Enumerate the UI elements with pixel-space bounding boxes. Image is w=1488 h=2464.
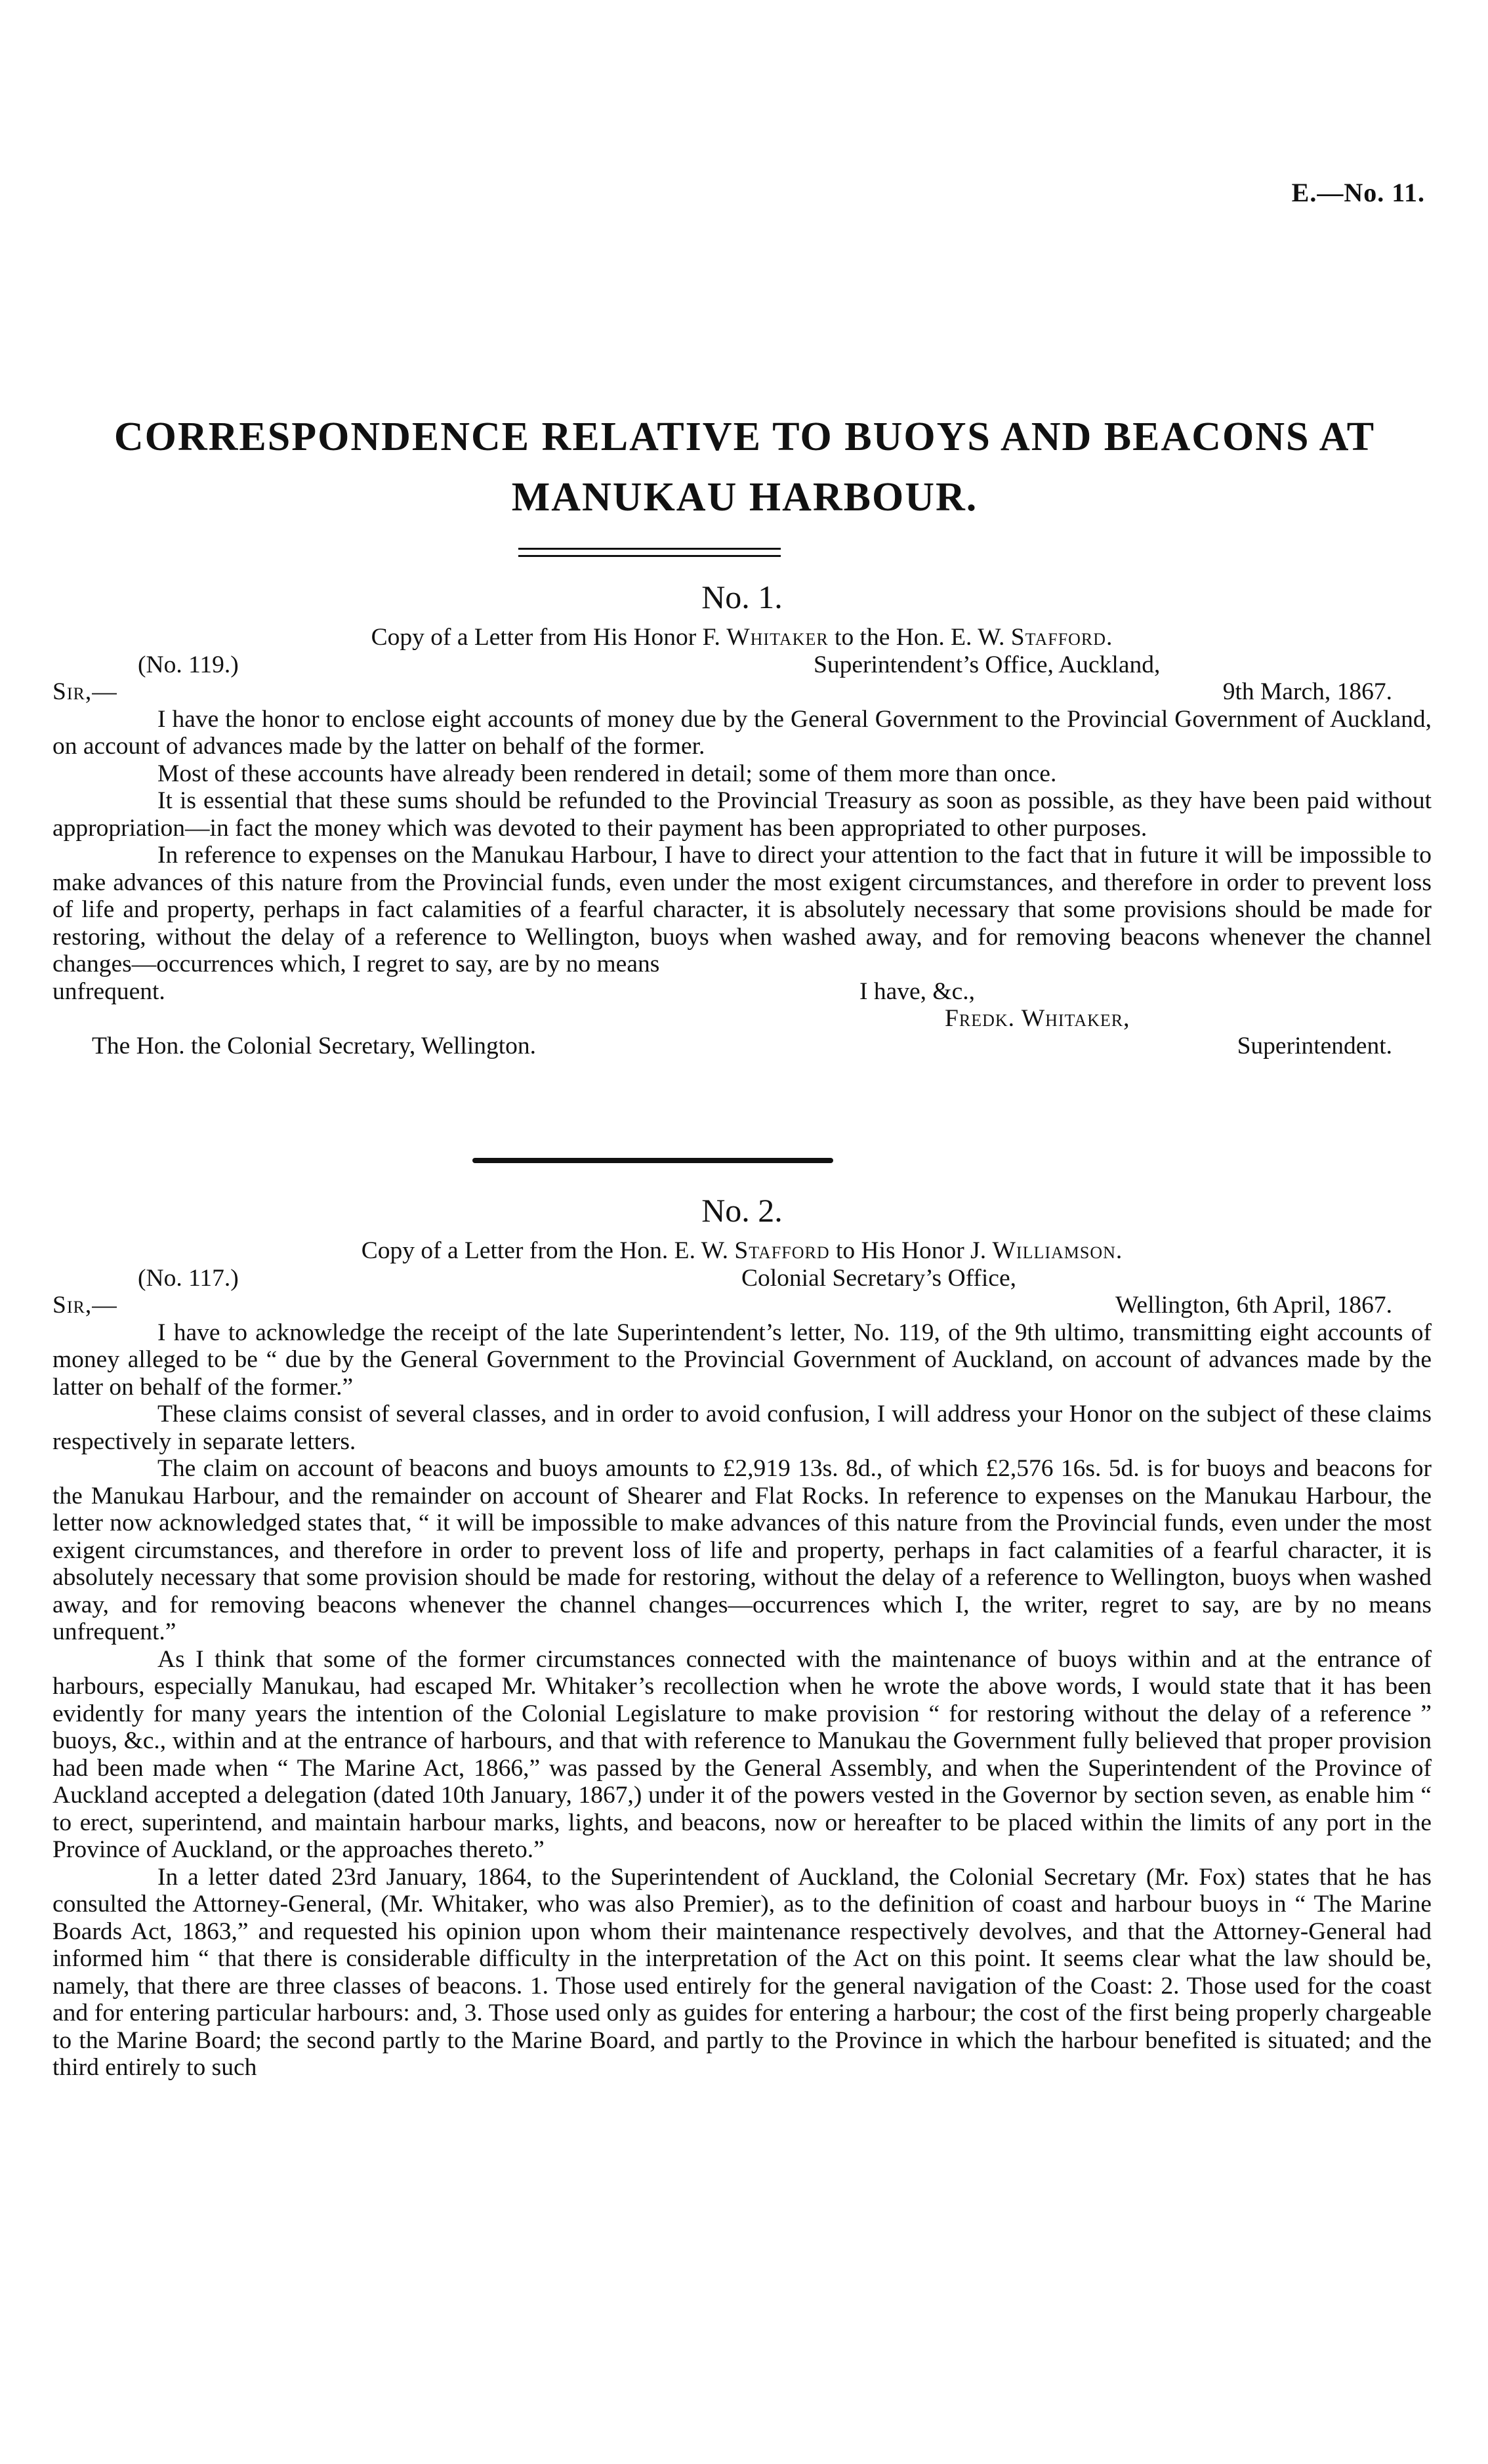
paragraph: I have to acknowledge the receipt of the late Superintendent’s letter, No. 119, of the 9th ultimo, transmitting eight accounts of money alleged to be “ due by the General Government to the Provincial Government of Auckland, on account of advances made by the latter on behalf of the former.” <box>52 1319 1432 1401</box>
heading-text: Copy of a Letter from His Honor F. <box>371 624 727 651</box>
document-reference: E.—No. 11. <box>1291 178 1425 207</box>
letter-number: No. 2. <box>701 1192 783 1229</box>
paragraph: It is essential that these sums should be refunded to the Provincial Treasury as soon as possible, as they have been paid without appropriation—in fact the money which was devoted to their payment has been appropriated to other purposes. <box>52 787 1432 842</box>
addressee-row <box>52 1033 1432 1060</box>
letter-ref-number: (No. 119.) <box>138 651 239 678</box>
letter-heading <box>52 1237 1432 1265</box>
sender-name: Stafford <box>734 1237 830 1264</box>
salutation-row <box>52 1292 1432 1319</box>
signatory-title: Superintendent. <box>1237 1032 1392 1059</box>
signature: Fredk. Whitaker, <box>945 1005 1130 1032</box>
heading-text: to the Hon. E. W. <box>828 624 1011 651</box>
paragraph: In reference to expenses on the Manukau Harbour, I have to direct your attention to the fact that in future it will be impossible to make advances of this nature from the Provincial funds, even under the most exigent circumstances, and therefore in order to prevent loss of life and property, perhaps in fact calamities of a fearful character, it is absolutely necessary that some provisions should be made for restoring, without the delay of a reference to Wellington, buoys when washed away, and for removing beacons whenever the channel changes—occurrences which, I regret to say, are by no means <box>52 842 1432 977</box>
sender-name: Whitaker <box>726 624 829 651</box>
office-line: Colonial Secretary’s Office, <box>741 1264 1016 1292</box>
salutation: Sir,— <box>52 1292 117 1319</box>
closing-row <box>52 978 1432 1006</box>
recipient-name: Williamson. <box>992 1237 1123 1264</box>
letter-heading <box>52 624 1432 651</box>
signature-row <box>52 1005 1432 1033</box>
section-divider <box>472 1158 833 1163</box>
heading-text: to His Honor J. <box>829 1237 993 1264</box>
recipient-name: Stafford. <box>1010 624 1113 651</box>
paragraph: In a letter dated 23rd January, 1864, to the Superintendent of Auckland, the Colonial Secretary (Mr. Fox) states that he has consulted the Attorney-General, (Mr. Whitaker, who was also Premier), as to the definition of coast and harbour buoys in “ The Marine Boards Act, 1863,” and requested his opinion upon whom their maintenance respectively devolves, and that the Attorney-General had informed him “ that there is considerable difficulty in the interpretation of the Act on this point. It seems clear what the law should be, namely, that there are three classes of beacons. 1. Those used entirely for the general navigation of the Coast: 2. Those used for the coast and for entering particular harbours: and, 3. Those used only as guides for entering a harbour; the cost of the first being properly chargeable to the Marine Board; the second partly to the Marine Board, and partly to the Province in which the harbour benefited is situated; and the third entirely to such <box>52 1863 1432 2081</box>
paragraph: The claim on account of beacons and buoys amounts to £2,919 13s. 8d., of which £2,576 16s. 5d. is for buoys and beacons for the Manukau Harbour, and the remainder on account of Shearer and Flat Rocks. In reference to expenses on the Manukau Harbour, the letter now acknowledged states that, “ it will be impossible to make advances of this nature from the Provincial funds, even under the most exigent circumstances, and therefore in order to prevent loss of life and property, perhaps in fact calamities of a fearful character, it is absolutely necessary that some provision should be made for restoring, without the delay of a reference to Wellington, buoys when washed away, and for removing beacons whenever the channel changes—occurrences which I, the writer, regret to say, are by no means unfrequent.” <box>52 1455 1432 1645</box>
page-title <box>92 407 1397 527</box>
letter-date: Wellington, 6th April, 1867. <box>1115 1292 1392 1319</box>
last-word: unfrequent. <box>52 977 165 1005</box>
title-divider <box>518 548 781 557</box>
closing: I have, &c., <box>859 977 975 1005</box>
ref-row <box>52 1265 1432 1292</box>
heading-text: Copy of a Letter from the Hon. E. W. <box>361 1237 735 1264</box>
title-line-1: CORRESPONDENCE RELATIVE TO BUOYS AND BEACONS AT <box>114 415 1376 459</box>
ref-row <box>52 651 1432 679</box>
salutation: Sir,— <box>52 678 117 705</box>
paragraph: As I think that some of the former circumstances connected with the maintenance of buoys within and at the entrance of harbours, especially Manukau, had escaped Mr. Whitaker’s recollection when he wrote the above words, I would state that it has been evidently for many years the intention of the Colonial Legislature to make provision “ for restoring without the delay of a reference ” buoys, &c., within and at the entrance of harbours, and that with reference to Manukau the Government fully believed that proper provision had been made when “ The Marine Act, 1866,” was passed by the General Assembly, and when the Superintendent of the Province of Auckland accepted a delegation (dated 10th January, 1867,) under it of the powers vested in the Governor by section seven, as enable him “ to erect, superintend, and maintain harbour marks, lights, and beacons, now or hereafter to be placed within the limits of any port in the Province of Auckland, or the approaches thereto.” <box>52 1645 1432 1863</box>
title-line-2: MANUKAU HARBOUR. <box>511 475 978 520</box>
letter-2 <box>52 1187 1432 2082</box>
office-line: Superintendent’s Office, Auckland, <box>814 651 1161 678</box>
addressee: The Hon. the Colonial Secretary, Wellington. <box>92 1032 537 1059</box>
paragraph: Most of these accounts have already been rendered in detail; some of them more than once. <box>157 760 1057 787</box>
salutation-row <box>52 678 1432 706</box>
paragraph: I have the honor to enclose eight accounts of money due by the General Government to the Provincial Government of Auckland, on account of advances made by the latter on behalf of the former. <box>52 705 1432 760</box>
letter-date: 9th March, 1867. <box>1222 678 1392 705</box>
letter-number: No. 1. <box>701 579 783 615</box>
letter-1 <box>52 574 1432 1059</box>
letter-ref-number: (No. 117.) <box>138 1264 239 1292</box>
paragraph: These claims consist of several classes, and in order to avoid confusion, I will address your Honor on the subject of these claims respectively in separate letters. <box>52 1401 1432 1455</box>
